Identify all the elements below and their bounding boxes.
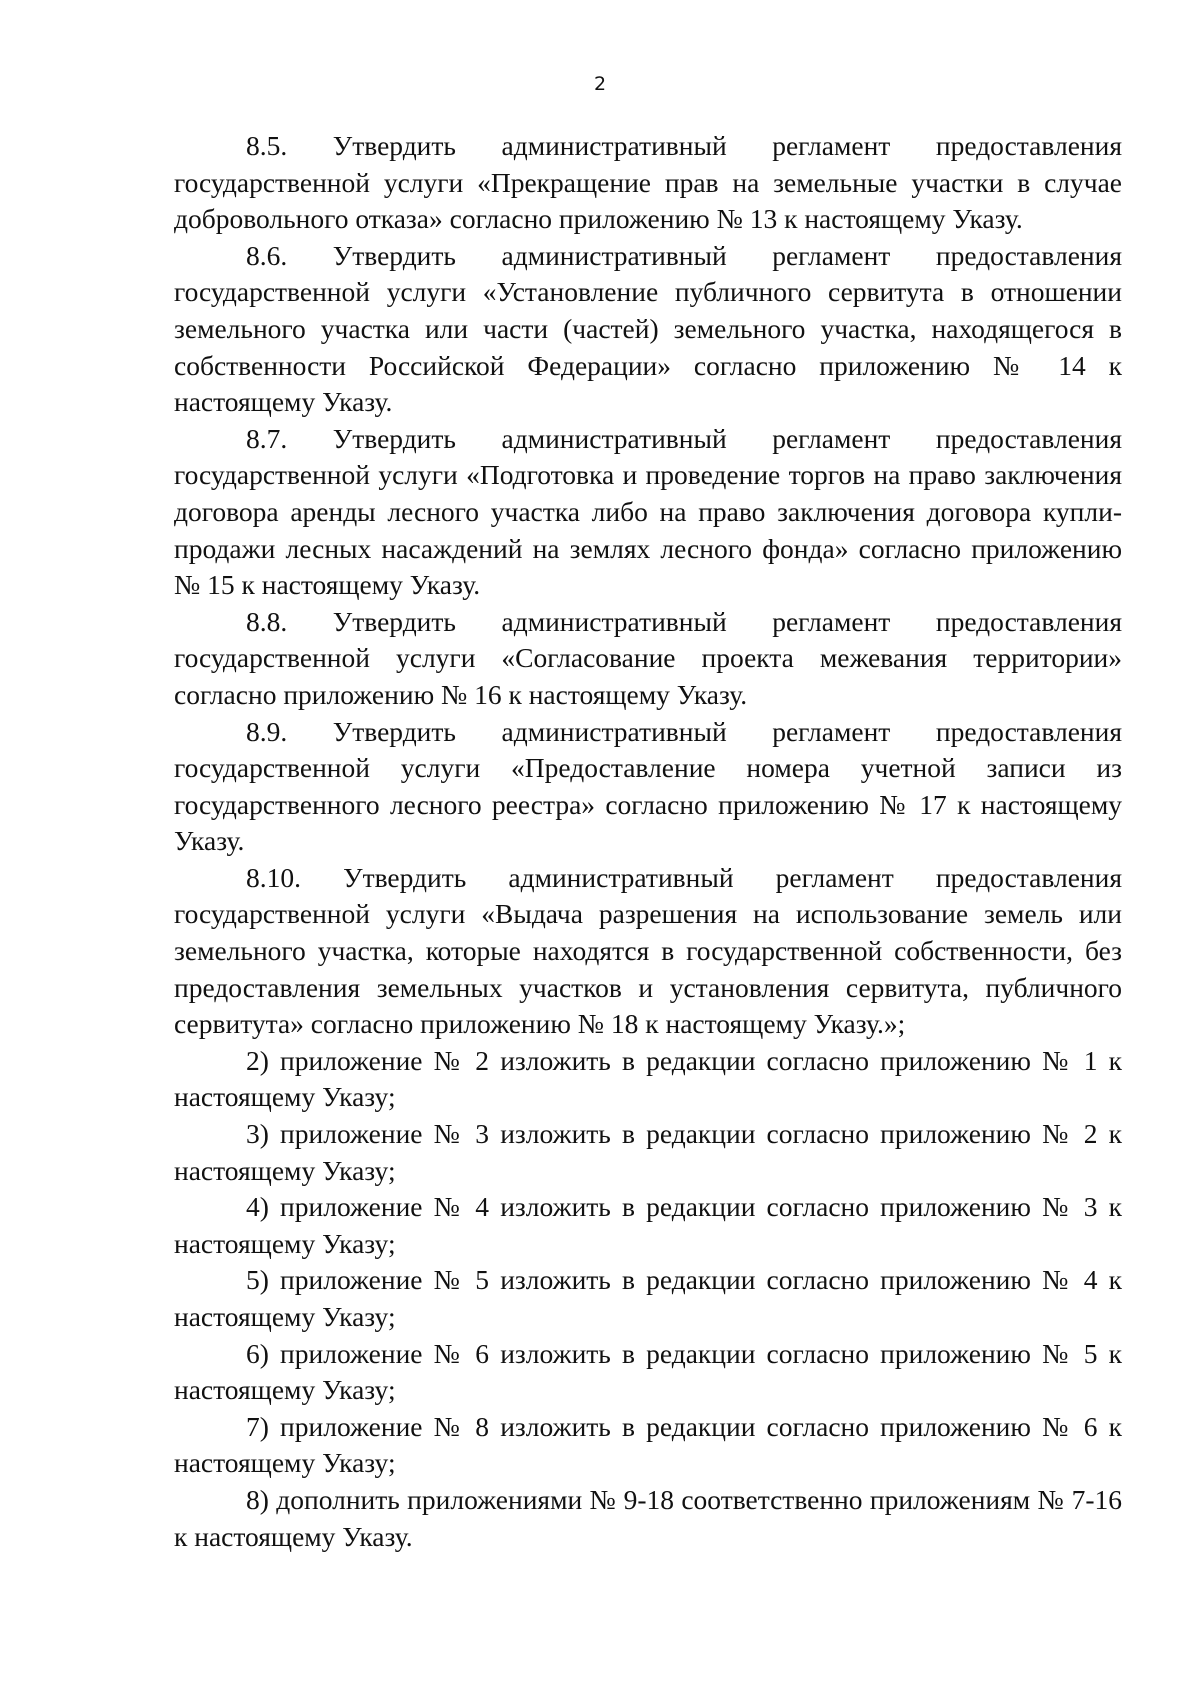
list-item-7: 7) приложение № 8 изложить в редакции согласно приложению № 6 к настоящему Указу;	[174, 1410, 1122, 1479]
page-number: 2	[593, 73, 607, 95]
paragraph-8-6: 8.6. Утвердить административный регламент предоставления государственной услуги «Установление публичного сервитута в отношении земельного участка или части (частей) земельного участка, находящегося в собственности Российской Федерации» согласно приложению № 14 к настоящему Указу.	[174, 239, 1122, 418]
list-item-5: 5) приложение № 5 изложить в редакции согласно приложению № 4 к настоящему Указу;	[174, 1264, 1122, 1332]
paragraph-8-9: 8.9. Утвердить административный регламент предоставления государственной услуги «Предоставление номера учетной записи из государственного лесного реестра» согласно приложению № 17 к настоящему Указу.	[174, 715, 1122, 857]
list-item-4: 4) приложение № 4 изложить в редакции согласно приложению № 3 к настоящему Указу;	[174, 1191, 1122, 1259]
paragraph-8-10: 8.10. Утвердить административный регламент предоставления государственной услуги «Выдача разрешения на использование земель или земельного участка, которые находятся в государственной собственности, без предоставления земельных участков и установления сервитута, публичного сервитута» согласно приложению № 18 к настоящему Указу.»;	[174, 861, 1122, 1040]
list-item-3: 3) приложение № 3 изложить в редакции согласно приложению № 2 к настоящему Указу;	[174, 1118, 1122, 1186]
list-item-8: 8) дополнить приложениями № 9-18 соответственно приложениям № 7-16 к настоящему Указу.	[174, 1483, 1122, 1552]
paragraph-8-8: 8.8. Утвердить административный регламент предоставления государственной услуги «Согласование проекта межевания территории» согласно приложению № 16 к настоящему Указу.	[174, 605, 1122, 710]
list-item-2: 2) приложение № 2 изложить в редакции согласно приложению № 1 к настоящему Указу;	[174, 1044, 1122, 1113]
document-body	[174, 128, 1122, 1555]
paragraph-8-5: 8.5. Утвердить административный регламент предоставления государственной услуги «Прекращение прав на земельные участки в случае добровольного отказа» согласно приложению № 13 к настоящему Указу.	[174, 130, 1122, 235]
paragraph-8-7: 8.7. Утвердить административный регламент предоставления государственной услуги «Подготовка и проведение торгов на право заключения договора аренды лесного участка либо на право заключения договора купли-продажи лесных насаждений на землях лесного фонда» согласно приложению № 15 к настоящему Указу.	[174, 422, 1122, 601]
list-item-6: 6) приложение № 6 изложить в редакции согласно приложению № 5 к настоящему Указу;	[174, 1337, 1122, 1406]
